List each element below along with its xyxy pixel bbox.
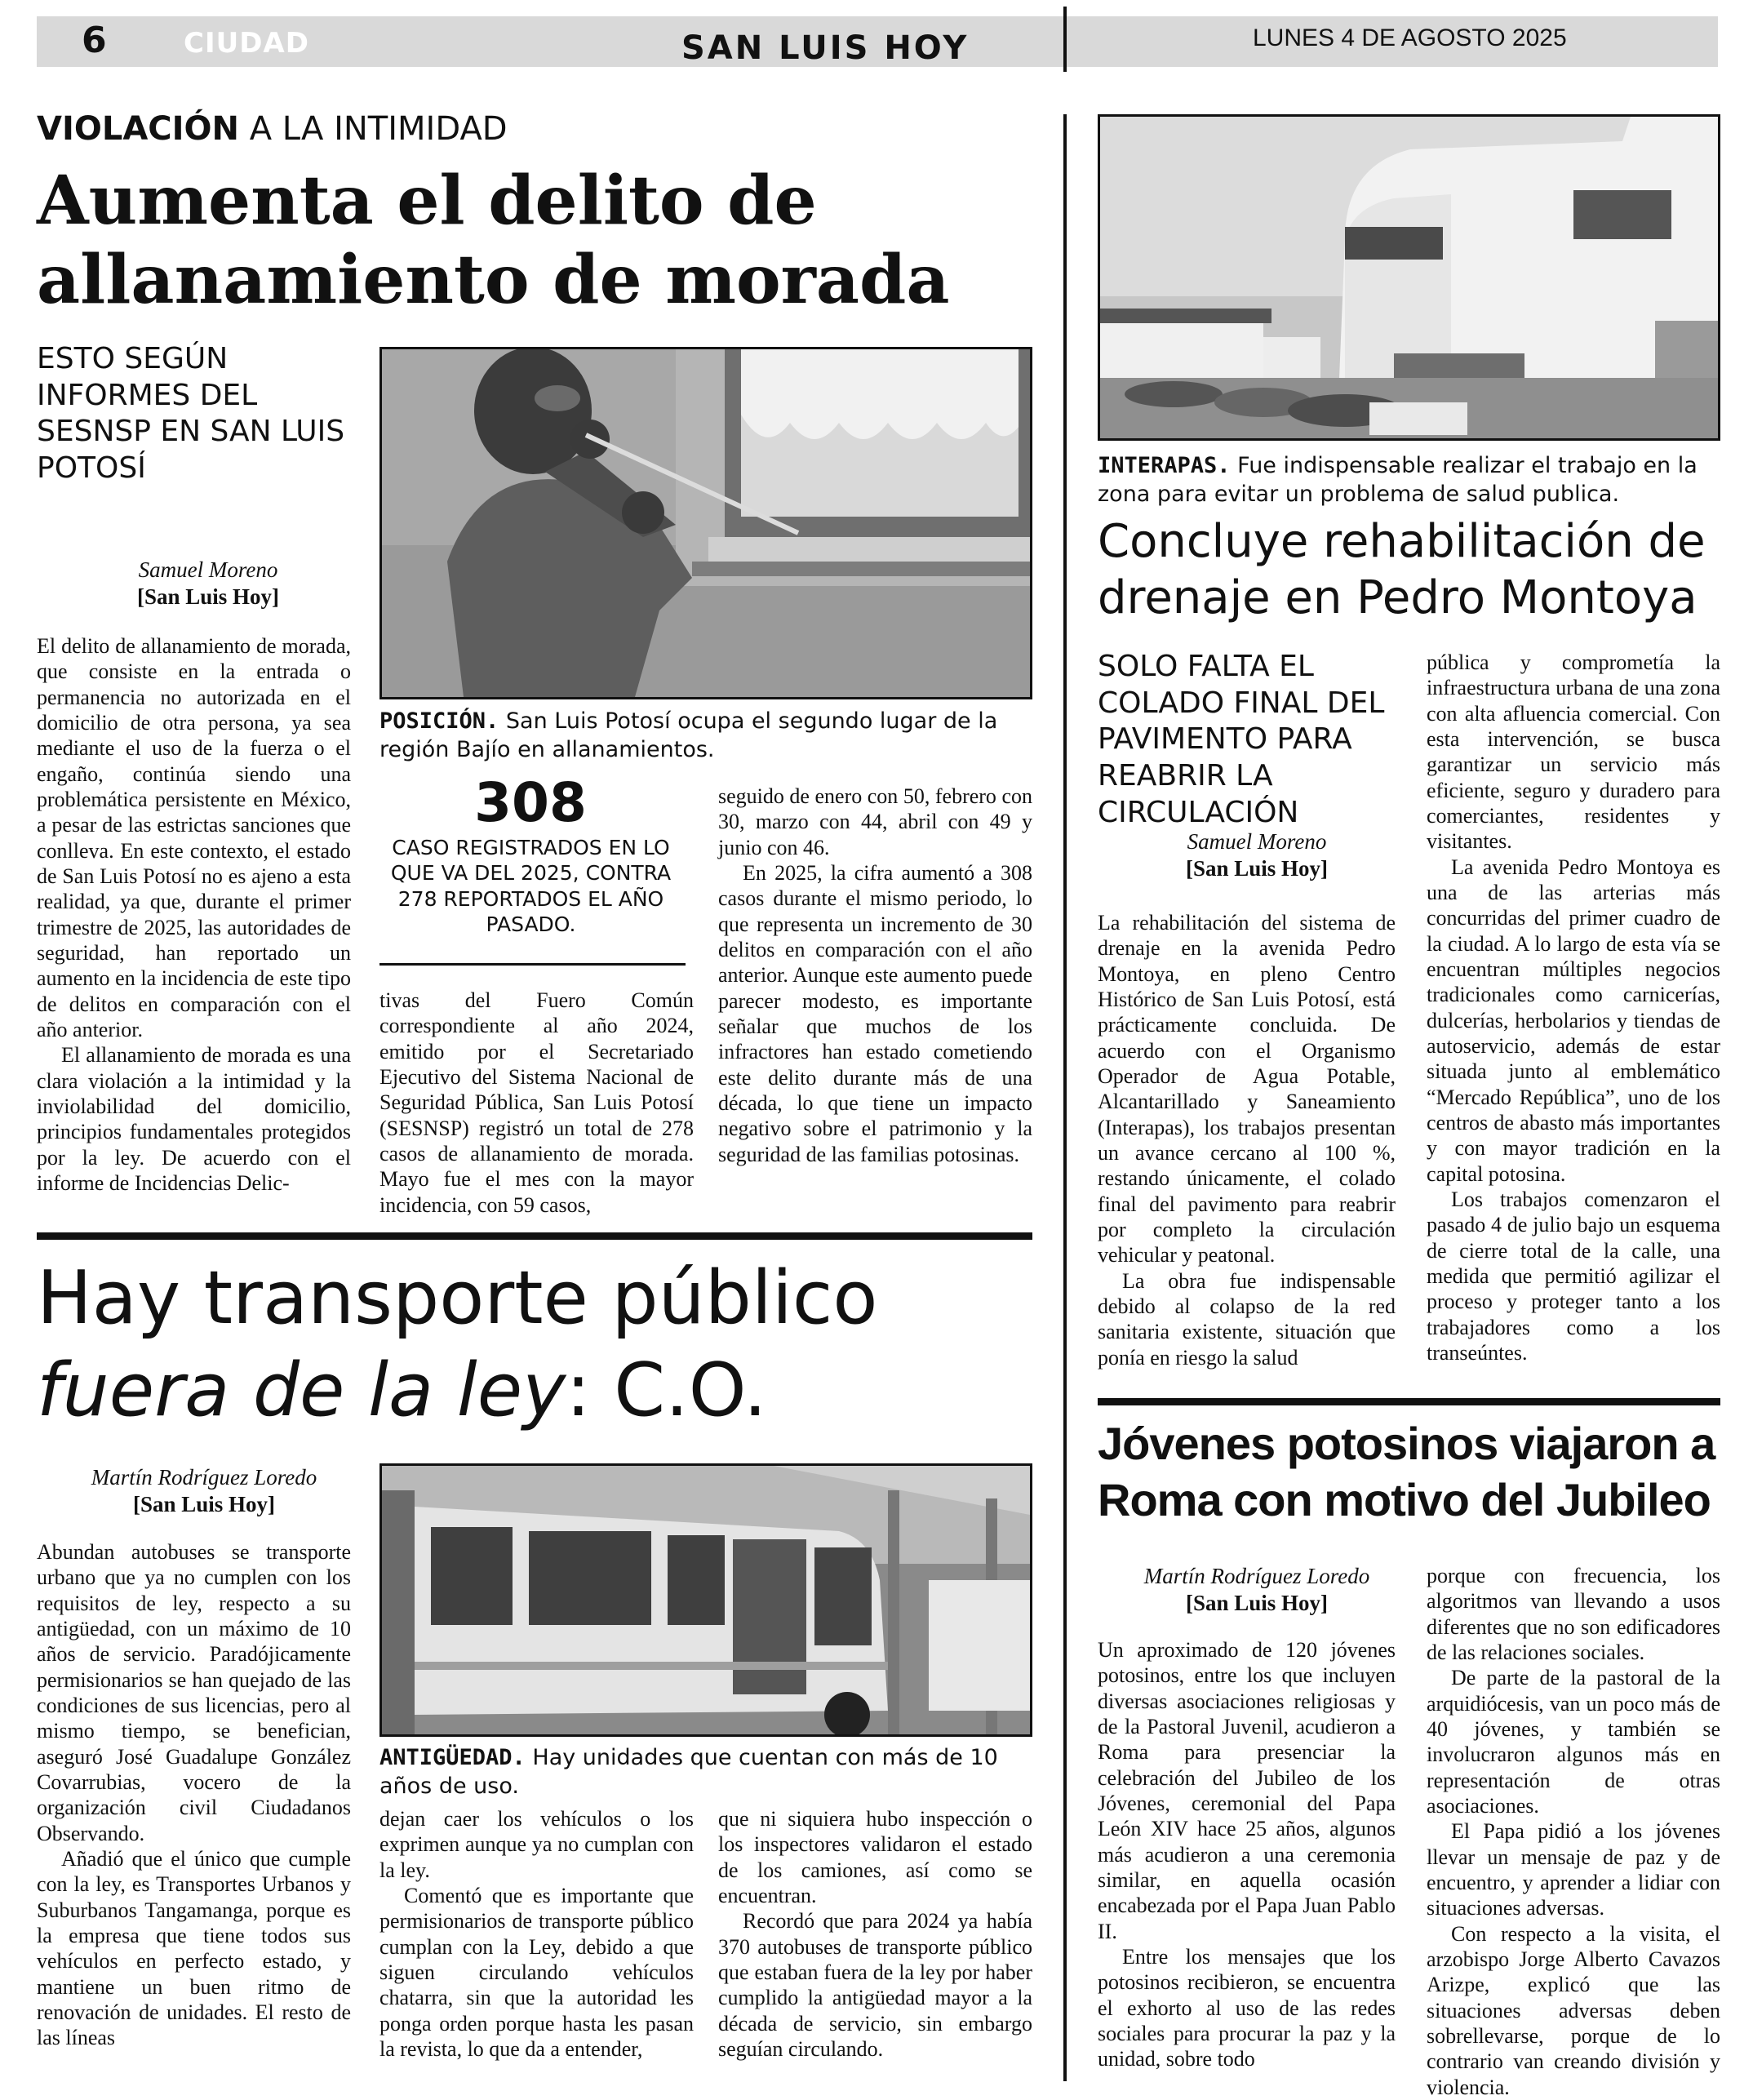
story2-byline: Martín Rodríguez Loredo [San Luis Hoy] (91, 1465, 317, 1516)
story1-kicker: VIOLACIÓN A LA INTIMIDAD (37, 110, 508, 148)
story2-column-3: que ni siquiera hubo inspección o los inspectores validaron el estado de los camiones, así como se encuentran. Recordó que para 2024 ya había 370 autobuses de transporte público que estaban fuera de la ley por haber cumplido la antigüedad mayor a la década de servicio, sin embargo seguían circulando. (718, 1807, 1032, 2061)
story3-column-1: La rehabilitación del sistema de drenaje en la avenida Pedro Montoya, en pleno Centro Histórico de San Luis Potosí, está prácticamente concluida. De acuerdo con el Organismo Operador de Agua Potable, Alcantarillado y Saneamiento (Interapas), los trabajos presentan un avance cercano al 100 %, restando únicamente, el colado final del pavimento para reabrir por completo la circulación vehicular y peatonal. La obra fue indispensable debido al colapso de la red sanitaria existente, situación que ponía en riesgo la salud (1098, 911, 1396, 1370)
section-name: CIUDAD (184, 27, 309, 60)
bus-photo-illustration (382, 1466, 1030, 1734)
story1-photo (379, 347, 1032, 699)
story1-column-1: El delito de allanamiento de morada, que consiste en la entrada o permanencia no autorizada en el domicilio de otra persona, ya sea mediante el uso de la fuerza o el engaño, continúa siendo una problemática persistente en México, a pesar de las estrictas sanciones que conlleva. En este contexto, el estado de San Luis Potosí no es ajeno a esta realidad, ya que, durante el primer trimestre de 2025, las autoridades de seguridad, han reportado un aumento en la incidencia de este tipo de delitos en comparación con el año anterior. El allanamiento de morada es una clara violación a la intimidad y la inviolabilidad del domicilio, principios fundamentales protegidos por la ley. De acuerdo con el informe de Incidencias Delic- (37, 634, 351, 1195)
story4-column-1: Un aproximado de 120 jóvenes potosinos, entre los que incluyen diversas asociaciones religiosas y de la Pastoral Juvenil, acudieron a Roma para presenciar la celebración del Jubileo de los Jóvenes, ceremonial del Papa León XIV hace 25 años, algunos más acudieron a una ceremonia similar, en aquella ocasión encabezada por el Papa Juan Pablo II. Entre los mensajes que los potosinos recibieron, se encuentra el exhorto al uso de las redes sociales para procurar la paz y la unidad, sobre todo (1098, 1638, 1396, 2071)
story1-column-2: tivas del Fuero Común correspondiente al año 2024, emitido por el Secretariado Ejecutivo del Sistema Nacional de Seguridad Pública, San Luis Potosí (SESNSP) registró un total de 278 casos de allanamiento de morada. Mayo fue el mes con la mayor incidencia, con 59 casos, (379, 988, 694, 1217)
story3-column-2: pública y comprometía la infraestructura urbana de una zona con alta afluencia comercial. Con esta intervención, se busca garantizar un servicio más eficiente, seguro y duradero para comerciantes, residentes y visitantes. La avenida Pedro Montoya es una de las arterias más concurridas del primer cuadro de la ciudad. A lo largo de esta vía se encuentran múltiples negocios tradicionales como carnicerías, dulcerías, herbolarios y tiendas de autoservicio, además de estar situada junto al emblemático “Mercado República”, uno de los centros de abasto más importantes y con mayor tradición en la capital potosina. Los trabajos comenzaron el pasado 4 de julio bajo un esquema de cierre total de la calle, una medida que permitió agilizar el proceso y proteger tanto a los trabajadores como a los transeúntes. (1427, 650, 1720, 1365)
story2-column-1: Abundan autobuses se transporte urbano que ya no cumplen con los requisitos de ley, respecto a su antigüedad, con un máximo de 10 años de servicio. Paradójicamente permisionarios se han quejado de las condiciones de sus licencias, pero al mismo tiempo, se benefician, aseguró José Guadalupe González Covarrubias, vocero de la organización civil Ciudadanos Observando. Añadió que el único que cumple con la ley, es Transportes Urbanos y Suburbanos Tangamanga, porque es la empresa que tiene todos sus vehículos en perfecto estado, y mantiene un buen ritmo de renovación de unidades. El resto de las líneas (37, 1540, 351, 2050)
story1-callout-number: 308 (474, 771, 587, 834)
story3-photo (1098, 114, 1720, 441)
burglar-photo-illustration (382, 349, 1030, 697)
story1-byline: Samuel Moreno [San Luis Hoy] (136, 557, 280, 609)
issue-date: LUNES 4 DE AGOSTO 2025 (1253, 24, 1567, 51)
story2-column-2: dejan caer los vehículos o los exprimen aunque ya no cumplan con la ley. Comentó que es importante que permisionarios de transporte público cumplan con la Ley, debido a que siguen circulando vehículos chatarra, sin que la autoridad les ponga orden porque hasta les pasan la revista, lo que da a entender, (379, 1807, 694, 2061)
story2-headline: Hay transporte público fuera de la ley: C.O. (37, 1255, 878, 1433)
callout-rule (379, 963, 686, 966)
story1-column-3: seguido de enero con 50, febrero con 30, marzo con 44, abril con 49 y junio con 46. En 2025, la cifra aumentó a 308 casos durante el mismo periodo, lo que representa un incremento de 30 delitos en comparación con el año anterior. Aunque este aumento puede parecer modesto, es importante señalar que muchos de los infractores han estado cometiendo este delito durante más de una década, lo que tiene un impacto negativo sobre el patrimonio y la seguridad de las familias potosinas. (718, 784, 1032, 1166)
story3-byline: Samuel Moreno [San Luis Hoy] (1185, 829, 1329, 881)
story1-photo-caption: POSICIÓN. San Luis Potosí ocupa el segundo lugar de la región Bajío en allanamientos. (379, 708, 998, 763)
story1-headline: Aumenta el delito de allanamiento de morada (37, 162, 950, 319)
story2-photo-caption: ANTIGÜEDAD. Hay unidades que cuentan con más de 10 años de uso. (379, 1745, 998, 1800)
story3-headline: Concluye rehabilitación de drenaje en Pedro Montoya (1098, 515, 1706, 624)
story4-top-rule (1098, 1398, 1720, 1405)
story4-column-2: porque con frecuencia, los algoritmos van llevando a usos diferentes que no son edificadores de las relaciones sociales. De parte de la pastoral de la arquidiócesis, van un poco más de 40 jóvenes, y también se involucraron algunos más en representación de otras asociaciones. El Papa pidió a los jóvenes llevar un mensaje de paz y de encuentro, y aprender a lidiar con situaciones adversas. Con respecto a la visita, el arzobispo Jorge Alberto Cavazos Arizpe, explicó que las situaciones adversas deben sobrellevarse, porque de lo contrario van creando división y violencia. (1427, 1564, 1720, 2099)
story3-photo-caption: INTERAPAS. Fue indispensable realizar el trabajo en la zona para evitar un problema de salud publica. (1098, 453, 1698, 508)
story1-callout-text: CASO REGISTRADOS EN LO QUE VA DEL 2025, CONTRA 278 REPORTADOS EL AÑO PASADO. (390, 836, 672, 936)
newspaper-name: SAN LUIS HOY (681, 29, 970, 67)
story1-dek: ESTO SEGÚN INFORMES DEL SESNSP EN SAN LUIS POTOSÍ (37, 342, 345, 485)
story4-headline: Jóvenes potosinos viajaron a Roma con motivo del Jubileo (1098, 1418, 1715, 1525)
story3-dek: SOLO FALTA EL COLADO FINAL DEL PAVIMENTO PARA REABRIR LA CIRCULACIÓN (1098, 650, 1385, 829)
building-photo-illustration (1100, 117, 1718, 438)
page-number: 6 (82, 20, 107, 61)
column-divider (1063, 114, 1067, 2081)
story4-byline: Martín Rodríguez Loredo [San Luis Hoy] (1143, 1564, 1370, 1615)
story2-top-rule (37, 1232, 1032, 1240)
story2-photo (379, 1463, 1032, 1737)
masthead-separator (1063, 7, 1067, 72)
